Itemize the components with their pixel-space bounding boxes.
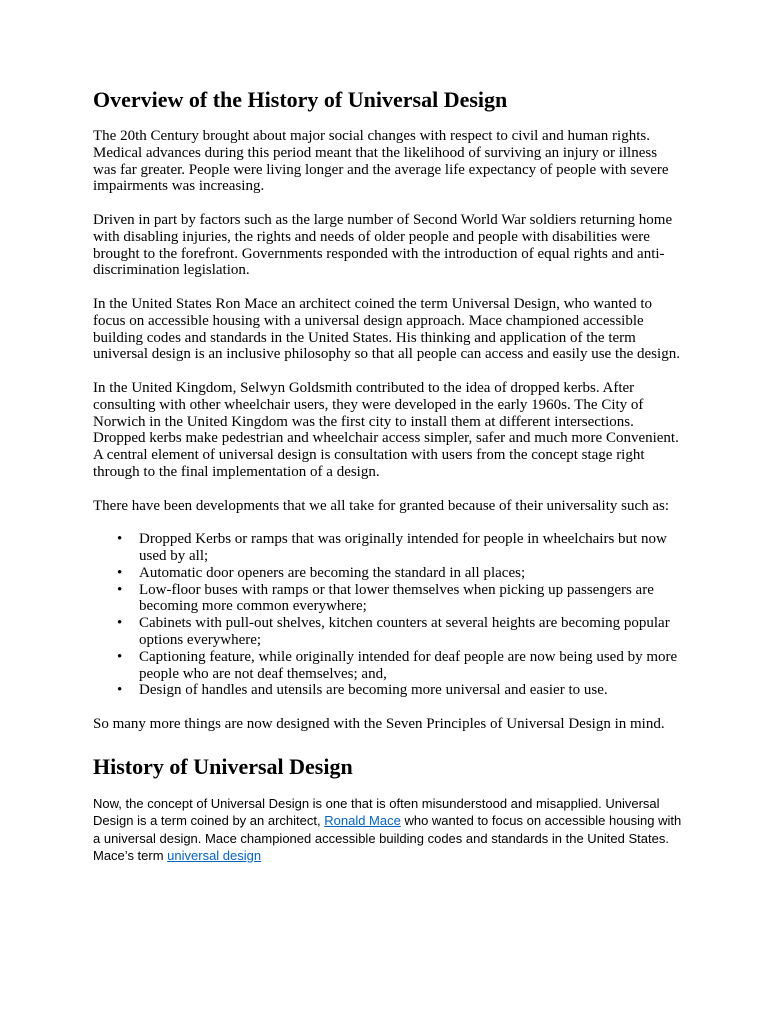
list-item bbox=[117, 564, 683, 582]
paragraph-20th-century: The 20th Century brought about major social changes with respect to civil and human rights. Medical advances during this period meant that the likelihood of surviving an injury or illness was far greater. People were living longer and the average life expectancy of people with severe impairments was increasing. bbox=[93, 128, 669, 195]
paragraph-seven-principles: So many more things are now designed with the Seven Principles of Universal Design in mind. bbox=[93, 715, 665, 732]
paragraph-developments-intro: There have been developments that we all take for granted because of their universality such as: bbox=[93, 497, 670, 514]
list-item bbox=[117, 648, 683, 683]
bullet-icon: • bbox=[117, 682, 123, 699]
bullet-icon: • bbox=[117, 531, 123, 548]
paragraph-ww2-soldiers: Driven in part by factors such as the large number of Second World War soldiers returning home with disabling injuries, the rights and needs of older people and people with disabilities were brought to the forefront. Governments responded with the introduction of equal rights and anti-discrimination legislation. bbox=[93, 211, 673, 279]
list-item-text: Low-floor buses with ramps or that lower themselves when picking up passengers are becoming more common everywhere; bbox=[139, 581, 654, 615]
heading-overview: Overview of the History of Universal Design bbox=[93, 87, 508, 112]
paragraph-selwyn-goldsmith: In the United Kingdom, Selwyn Goldsmith contributed to the idea of dropped kerbs. After consulting with other wheelchair users, they were developed in the early 1960s. The City of Norwich in the United Kingdom was the first city to install them at different intersections. Dropped kerbs make pedestrian and wheelchair access simpler, safer and much more Convenient. A central element of universal design is consultation with users from the concept stage right through to the final implementation of a design. bbox=[93, 379, 679, 480]
list-item-text: Dropped Kerbs or ramps that was originally intended for people in wheelchairs but now used by all; bbox=[139, 531, 667, 564]
paragraph-concept bbox=[93, 795, 683, 865]
list-item-text: Automatic door openers are becoming the standard in all places; bbox=[139, 564, 526, 581]
list-item bbox=[117, 615, 683, 649]
bullet-icon: • bbox=[117, 564, 123, 581]
heading-history: History of Universal Design bbox=[93, 753, 353, 779]
developments-list bbox=[93, 531, 683, 699]
universal-design-link[interactable]: universal design bbox=[167, 848, 262, 864]
list-item-text: Design of handles and utensils are becoming more universal and easier to use. bbox=[139, 682, 608, 699]
paragraph-text: who wanted to focus on accessible housing with a universal design. Mace championed accessible building codes and standards in the United States. Mace’s term bbox=[93, 813, 682, 864]
list-item-text: Captioning feature, while originally intended for deaf people are now being used by more people who are not deaf themselves; and, bbox=[139, 648, 678, 682]
bullet-icon: • bbox=[117, 648, 123, 665]
list-item bbox=[117, 682, 683, 699]
bullet-icon: • bbox=[117, 581, 123, 598]
bullet-icon: • bbox=[117, 615, 123, 632]
list-item-text: Cabinets with pull-out shelves, kitchen counters at several heights are becoming popular options everywhere; bbox=[139, 615, 670, 648]
paragraph-text: Now, the concept of Universal Design is one that is often misunderstood and misapplied. Universal Design is a term coined by an architect, bbox=[93, 795, 660, 829]
list-item bbox=[117, 531, 683, 565]
ronald-mace-link[interactable]: Ronald Mace bbox=[324, 813, 401, 829]
document-body bbox=[93, 86, 683, 865]
list-item bbox=[117, 581, 683, 616]
paragraph-ron-mace: In the United States Ron Mace an architect coined the term Universal Design, who wanted to focus on accessible housing with a universal design approach. Mace championed accessible building codes and standards in the United States. His thinking and application of the term universal design is an inclusive philosophy so that all people can access and easily use the design. bbox=[93, 295, 680, 363]
